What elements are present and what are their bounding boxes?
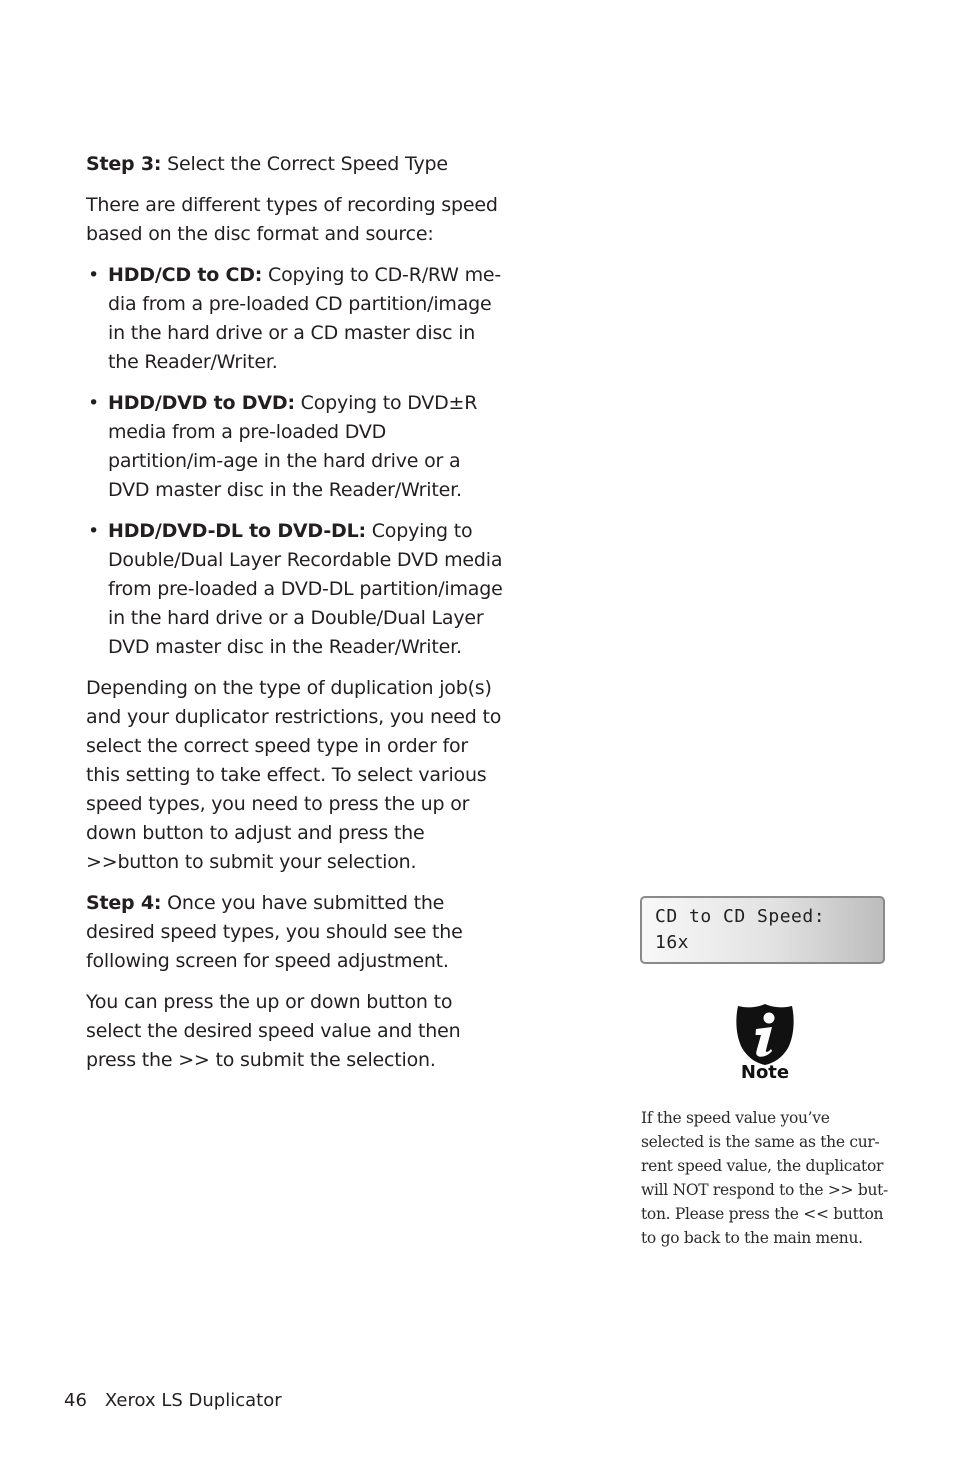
note-paragraph: If the speed value you’ve selected is the same as the cur-rent speed value, the duplicator will NOT respond to the >> but-ton. Please press the << button to go back to the main menu.: [641, 1109, 888, 1247]
step3-title: Select the Correct Speed Type: [161, 153, 448, 175]
speed-type-list: [86, 261, 504, 662]
page-footer: [64, 1388, 282, 1414]
step3-heading: [86, 150, 504, 179]
note-label: Note: [740, 1062, 790, 1083]
bullet-term: HDD/DVD to DVD:: [108, 392, 295, 414]
bullet-text: Copying to DVD±R media from a pre-loaded DVD partition/im-age in the hard drive or a DVD master disc in the Reader/Writer.: [108, 392, 478, 501]
main-column: [86, 150, 504, 1087]
bullet-text: Copying to Double/Dual Layer Recordable DVD media from pre-loaded a DVD-DL partition/image in the hard drive or a Double/Dual Layer DVD master disc in the Reader/Writer.: [108, 520, 503, 658]
bullet-term: HDD/DVD-DL to DVD-DL:: [108, 520, 366, 542]
depending-paragraph: Depending on the type of duplication job(s) and your duplicator restrictions, you need to select the correct speed type in order for this setting to take effect. To select various speed types, you need to press the up or down button to adjust and press the >>button to submit your selection.: [86, 677, 502, 873]
step4-paragraph: [86, 889, 504, 976]
step4-text: Once you have submitted the desired speed types, you should see the following screen for speed adjustment.: [86, 892, 463, 972]
note-text: [641, 1106, 893, 1250]
closing-paragraph: You can press the up or down button to select the desired speed value and then press the >> to submit the selection.: [86, 991, 461, 1071]
bullet-icon: •: [88, 264, 100, 286]
lcd-line-1: CD to CD Speed:: [655, 906, 826, 927]
step3-label: Step 3:: [86, 153, 162, 175]
lcd-line-2: 16x: [655, 932, 690, 953]
intro-paragraph: There are different types of recording speed based on the disc format and source:: [86, 194, 498, 245]
bullet-icon: •: [88, 392, 100, 414]
bullet-text: Copying to CD-R/RW me-dia from a pre-loaded CD partition/image in the hard drive or a CD master disc in the Reader/Writer.: [108, 264, 502, 373]
list-item: [86, 517, 504, 662]
info-shield-icon: [734, 1002, 796, 1066]
list-item: [86, 389, 504, 505]
page-number: 46: [64, 1390, 87, 1411]
footer-title: Xerox LS Duplicator: [104, 1390, 282, 1411]
list-item: [86, 261, 504, 377]
lcd-display: [640, 896, 885, 964]
bullet-term: HDD/CD to CD:: [108, 264, 263, 286]
step4-label: Step 4:: [86, 892, 162, 914]
bullet-icon: •: [88, 520, 100, 542]
